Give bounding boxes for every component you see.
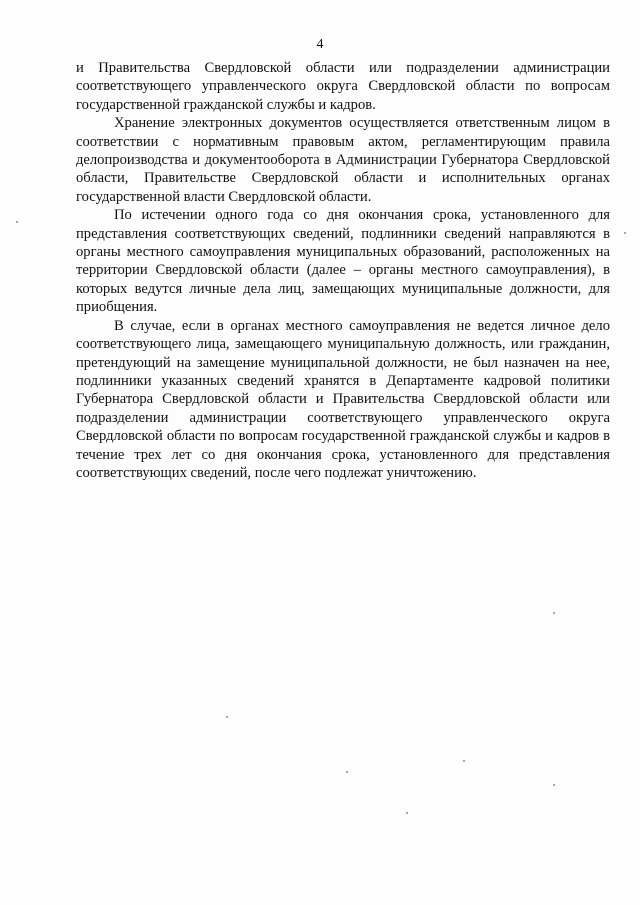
paragraph-electronic-storage: Хранение электронных документов осуществляется ответственным лицом в соответствии с нормативным правовым актом, регламентирующим правила делопроизводства и документооборота в Администрации Губернатора Свердловской области, Правительстве Свердловской области и исполнительных органах государственной власти Свердловской области.: [76, 115, 610, 205]
scan-speck: [226, 716, 228, 718]
scan-speck: [624, 232, 626, 234]
scan-speck: [553, 612, 555, 614]
document-body: [76, 59, 610, 482]
paragraph-storage-and-destruction: В случае, если в органах местного самоуправления не ведется личное дело соответствующего лица, замещающего муниципальную должность, или гражданин, претендующий на замещение муниципальной должности, не был назначен на нее, подлинники указанных сведений хранятся в Департаменте кадровой политики Губернатора Свердловской области и Правительства Свердловской области или подразделении администрации соответствующего управленческого округа Свердловской области по вопросам государственной гражданской службы и кадров в течение трех лет со дня окончания срока, установленного для представления соответствующих сведений, после чего подлежат уничтожению.: [76, 317, 610, 481]
scan-speck: [463, 760, 465, 762]
paragraph-continuation: и Правительства Свердловской области или подразделении администрации соответствующего управленческого округа Свердловской области по вопросам государственной гражданской службы и кадров.: [76, 60, 610, 113]
scan-speck: [346, 771, 348, 773]
scan-speck: [406, 812, 408, 814]
paragraph-transfer-after-one-year: По истечении одного года со дня окончания срока, установленного для представления соответствующих сведений, подлинники сведений направляются в органы местного самоуправления муниципальных образований, расположенных на территории Свердловской области (далее – органы местного самоуправления), в которых ведутся личные дела лиц, замещающих муниципальные должности, для приобщения.: [76, 207, 610, 316]
scan-speck: [553, 784, 555, 786]
page-number: 4: [316, 37, 324, 52]
scan-speck: [16, 221, 18, 223]
